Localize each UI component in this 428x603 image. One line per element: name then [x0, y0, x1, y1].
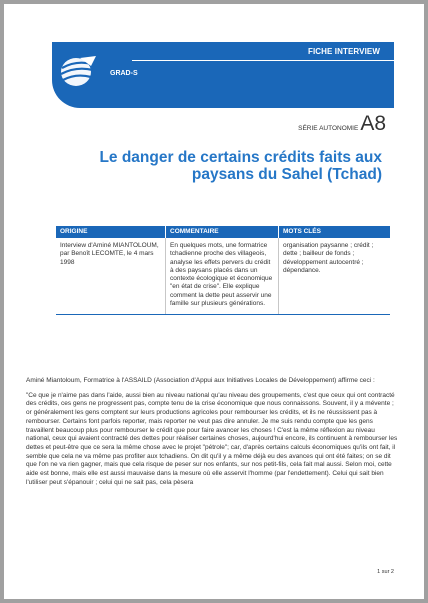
document-title: Le danger de certains crédits faits aux paysans du Sahel (Tchad): [99, 149, 382, 183]
header-banner: [52, 42, 394, 108]
info-table: [56, 226, 390, 315]
cell-commentaire: En quelques mots, une formatrice tchadienne proche des villageois, analyse les effets pervers du crédit à des paysans placés dans un contexte écologique et économique "en état de crise". Elle explique comment la dette peut asservir une famille sur plusieurs générations.: [166, 238, 279, 314]
brand-name: GRAD-S: [110, 70, 138, 77]
header-mots-cles: MOTS CLÉS: [279, 226, 390, 238]
serie-code: A8: [360, 112, 386, 135]
header-commentaire: COMMENTAIRE: [166, 226, 279, 238]
info-table-header: [56, 226, 390, 238]
intro-paragraph: Aminé Miantoloum, Formatrice à l'ASSAILD (Association d'Appui aux Initiatives Locales de Développement) affirme ceci :: [26, 377, 375, 384]
fiche-type-label: FICHE INTERVIEW: [307, 47, 380, 56]
serie-indicator: [298, 112, 386, 136]
body-text: [26, 377, 398, 493]
globe-logo-icon: [58, 52, 98, 90]
info-table-row: [56, 238, 390, 315]
document-page: [4, 4, 424, 599]
header-divider: [132, 60, 394, 61]
page-number: 1 sur 2: [377, 569, 394, 575]
quote-paragraph: "Ce que je n'aime pas dans l'aide, aussi bien au niveau national qu'au niveau des groupements, c'est que ceux qui ont contracté des crédits, ces gens ne progressent pas, compte tenu de la crise économique que nous connaissons. Souvent, il y a mévente ; or généralement les gens comptent sur leurs productions agricoles pour rembourser les crédits, et ils ne réussissent pas à rembourser. Certains font parfois reporter, mais reporter ne veut pas dire annuler. Je me suis rendu compte que les gens travaillent beaucoup plus pour rembourser le crédit que pour faire avancer les choses ! C'est la même réflexion au niveau national, ceux qui avaient contracté des dettes pour réaliser certaines choses, aujourd'hui encore, ils continuent à rembourser les dettes et peut-être que ce sera la même chose avec le projet "pétrole"; car, d'après certains calculs économiques qu'ils ont fait, il semble que cela ne va même pas profiter aux tchadiens. On dit qu'il y a même déjà eu des avances qui ont été faites; on se dit que l'on ne va rien gagner, mais que cela risque de peser sur nos enfants, sur nos petit-fils, cela fait mal aussi. Selon moi, cette aide est bonne, mais elle est aussi mauvaise dans la mesure où elle asservit l'homme (par l'endettement). Celui qui sait bien l'utiliser peut s'épanouir ; celui qui ne sait pas, cela pèsera: [26, 391, 398, 486]
header-origine: ORIGINE: [56, 226, 166, 238]
serie-label: SÉRIE AUTONOMIE: [298, 125, 359, 132]
cell-mots-cles: organisation paysanne ; crédit ; dette ; bailleur de fonds ; développement autocentré ; dépendance.: [283, 242, 374, 274]
cell-origine: Interview d'Aminé MIANTOLOUM, par Benoît LECOMTE, le 4 mars 1998: [56, 238, 166, 314]
